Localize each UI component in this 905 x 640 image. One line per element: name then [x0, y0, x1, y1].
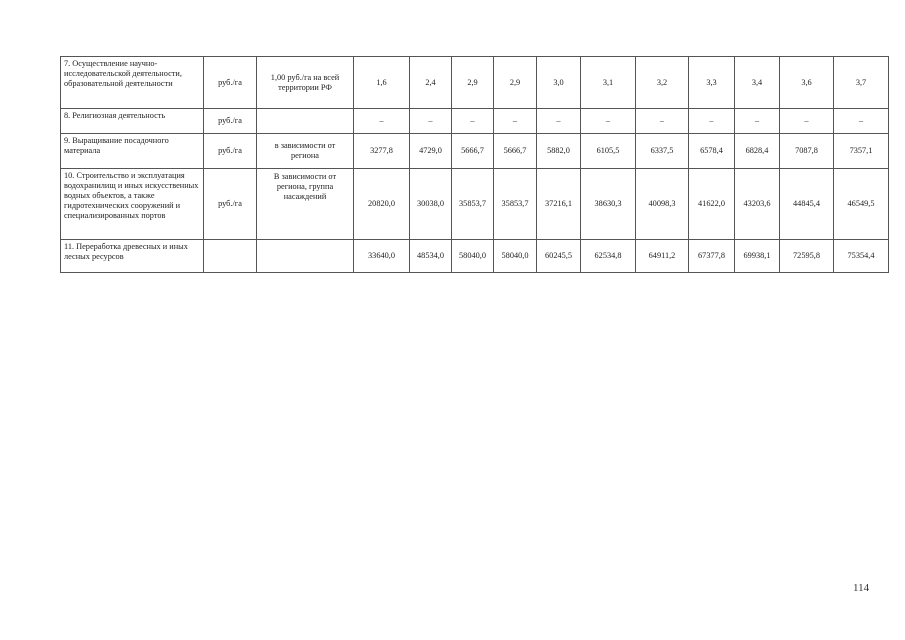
- basis-cell: В зависимости от региона, группа насаждений: [257, 169, 354, 240]
- value-cell: 6578,4: [689, 134, 735, 169]
- value-cell: 35853,7: [452, 169, 494, 240]
- value-cell: 33640,0: [354, 240, 410, 273]
- value-cell: 3,2: [636, 57, 689, 109]
- unit-cell: [204, 240, 257, 273]
- value-cell: 62534,8: [581, 240, 636, 273]
- value-cell: 46549,5: [834, 169, 889, 240]
- value-cell: –: [735, 109, 780, 134]
- value-cell: 75354,4: [834, 240, 889, 273]
- value-cell: 72595,8: [780, 240, 834, 273]
- value-cell: 3,6: [780, 57, 834, 109]
- value-cell: 3,0: [537, 57, 581, 109]
- value-cell: 64911,2: [636, 240, 689, 273]
- unit-cell: руб./га: [204, 109, 257, 134]
- basis-cell: [257, 240, 354, 273]
- value-cell: –: [537, 109, 581, 134]
- value-cell: 2,9: [452, 57, 494, 109]
- value-cell: 6337,5: [636, 134, 689, 169]
- value-cell: 48534,0: [410, 240, 452, 273]
- value-cell: –: [410, 109, 452, 134]
- value-cell: 3,4: [735, 57, 780, 109]
- value-cell: 2,9: [494, 57, 537, 109]
- basis-cell: в зависимости от региона: [257, 134, 354, 169]
- value-cell: –: [834, 109, 889, 134]
- table-row: [61, 134, 889, 169]
- activity-name: 9. Выращивание посадочного материала: [61, 134, 204, 169]
- value-cell: 5666,7: [452, 134, 494, 169]
- value-cell: 7357,1: [834, 134, 889, 169]
- unit-cell: руб./га: [204, 134, 257, 169]
- value-cell: –: [636, 109, 689, 134]
- value-cell: 2,4: [410, 57, 452, 109]
- activity-name: 10. Строительство и эксплуатация водохранилищ и иных искусственных водных объектов, а также гидротехнических сооружений и специализированных портов: [61, 169, 204, 240]
- value-cell: 3,1: [581, 57, 636, 109]
- value-cell: –: [689, 109, 735, 134]
- value-cell: 35853,7: [494, 169, 537, 240]
- table-row: [61, 240, 889, 273]
- basis-cell: 1,00 руб./га на всей территории РФ: [257, 57, 354, 109]
- value-cell: 3,7: [834, 57, 889, 109]
- table-row: [61, 109, 889, 134]
- value-cell: 38630,3: [581, 169, 636, 240]
- value-cell: 3277,8: [354, 134, 410, 169]
- page-number: 114: [853, 582, 870, 594]
- value-cell: 7087,8: [780, 134, 834, 169]
- value-cell: 6105,5: [581, 134, 636, 169]
- value-cell: 30038,0: [410, 169, 452, 240]
- value-cell: –: [780, 109, 834, 134]
- basis-cell: [257, 109, 354, 134]
- value-cell: 44845,4: [780, 169, 834, 240]
- value-cell: 58040,0: [494, 240, 537, 273]
- value-cell: 1,6: [354, 57, 410, 109]
- table-row: [61, 57, 889, 109]
- value-cell: 20820,0: [354, 169, 410, 240]
- unit-cell: руб./га: [204, 169, 257, 240]
- value-cell: –: [452, 109, 494, 134]
- value-cell: 3,3: [689, 57, 735, 109]
- value-cell: 43203,6: [735, 169, 780, 240]
- activity-name: 8. Религиозная деятельность: [61, 109, 204, 134]
- value-cell: 5882,0: [537, 134, 581, 169]
- value-cell: 67377,8: [689, 240, 735, 273]
- value-cell: –: [494, 109, 537, 134]
- value-cell: 69938,1: [735, 240, 780, 273]
- value-cell: 41622,0: [689, 169, 735, 240]
- value-cell: –: [354, 109, 410, 134]
- table-row: [61, 169, 889, 240]
- activity-name: 11. Переработка древесных и иных лесных ресурсов: [61, 240, 204, 273]
- value-cell: 40098,3: [636, 169, 689, 240]
- value-cell: 4729,0: [410, 134, 452, 169]
- value-cell: –: [581, 109, 636, 134]
- value-cell: 60245,5: [537, 240, 581, 273]
- activity-name: 7. Осуществление научно-исследовательской деятельности, образовательной деятельности: [61, 57, 204, 109]
- value-cell: 37216,1: [537, 169, 581, 240]
- value-cell: 5666,7: [494, 134, 537, 169]
- value-cell: 6828,4: [735, 134, 780, 169]
- unit-cell: руб./га: [204, 57, 257, 109]
- value-cell: 58040,0: [452, 240, 494, 273]
- tariff-table: [60, 56, 889, 273]
